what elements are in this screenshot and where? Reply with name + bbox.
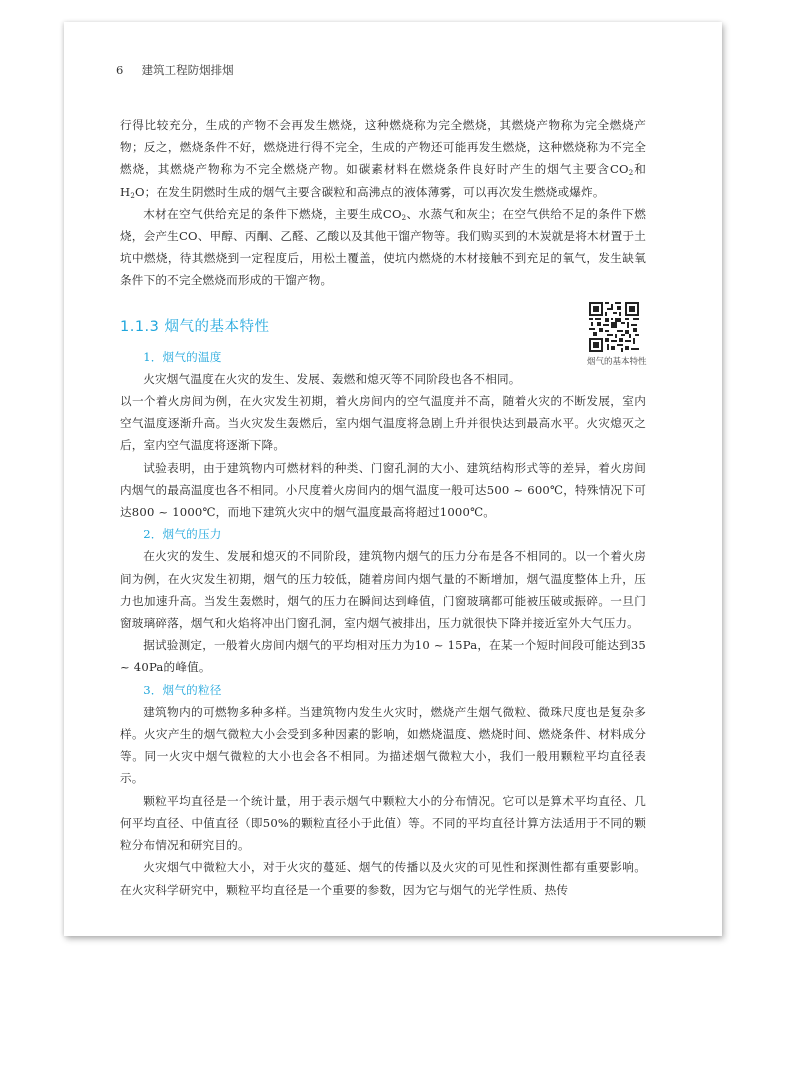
section-heading: 1.1.3 烟气的基本特性 [120, 318, 270, 335]
paragraph: 建筑物内的可燃物多种多样。当建筑物内发生火灾时，燃烧产生烟气微粒、微珠尺度也是复杂多样。火灾产生的烟气微粒大小会受到多种因素的影响，如燃烧温度、燃烧时间、燃烧条件、材料成分等。同一火灾中烟气微粒的大小也会各不相同。为描述烟气微粒大小，我们一般用颗粒平均直径表示。 [120, 704, 646, 786]
paragraph: 火灾烟气温度在火灾的发生、发展、轰燃和熄灭等不同阶段也各不相同。 [143, 371, 521, 386]
book-title: 建筑工程防烟排烟 [141, 63, 234, 77]
paragraph: 据试验测定，一般着火房间内烟气的平均相对压力为10 ~ 15Pa，在某一个短时间段可能达到35 ~ 40Pa的峰值。 [120, 638, 646, 675]
paragraph: 火灾烟气中微粒大小，对于火灾的蔓延、烟气的传播以及火灾的可见性和探测性都有重要影响。在火灾科学研究中，颗粒平均直径是一个重要的参数，因为它与烟气的光学性质、热传 [120, 860, 646, 897]
book-page [64, 22, 722, 936]
subsection-title-particle-size: 3．烟气的粒径 [143, 682, 222, 697]
subsection-title-pressure: 2．烟气的压力 [143, 527, 222, 542]
paragraph-wood: 木材在空气供给充足的条件下燃烧，主要生成$CO_2$、水蒸气和灰尘；在空气供给不足的条件下燃烧，会产生CO、甲醇、丙酮、乙醛、乙酸以及其他干馏产物等。我们购买到的木炭就是将木材置于土坑中燃烧，待其燃烧到一定程度后，用松土覆盖，使坑内燃烧的木材接触不到充足的氧气，发生缺氧条件下的不完全燃烧而形成的干馏产物。 [120, 206, 646, 288]
qr-code-block[interactable] [587, 302, 647, 367]
paragraph-combustion: 行得比较充分，生成的产物不会再发生燃烧，这种燃烧称为完全燃烧，其燃烧产物称为完全燃烧产物；反之，燃烧条件不好，燃烧进行得不完全，生成的产物还可能再发生燃烧，这种燃烧称为不完全燃烧，其燃烧产物称为不完全燃烧产物。如碳素材料在燃烧条件良好时产生的烟气主要含$CO_2$和$H_2O$；在发生阴燃时生成的烟气主要含碳粒和高沸点的液体薄雾，可以再次发生燃烧或爆炸。 [120, 118, 646, 200]
paragraph: 试验表明，由于建筑物内可燃材料的种类、门窗孔洞的大小、建筑结构形式等的差异，着火房间内烟气的最高温度也各不相同。小尺度着火房间内的烟气温度一般可达500 ~ 600℃，特殊情况下可达800 ~ 1000℃，而地下建筑火灾中的烟气温度最高将超过1000℃。 [120, 460, 646, 520]
subsection-title-temperature: 1．烟气的温度 [143, 349, 222, 364]
qr-caption: 烟气的基本特性 [587, 357, 647, 367]
body-text [120, 114, 646, 901]
paragraph: 在火灾的发生、发展和熄灭的不同阶段，建筑物内烟气的压力分布是各不相同的。以一个着火房间为例，在火灾发生初期，烟气的压力较低，随着房间内烟气量的不断增加，烟气温度整体上升，压力也加速升高。当发生轰燃时，烟气的压力在瞬间达到峰值，门窗玻璃都可能被压破或振碎。一旦门窗玻璃碎落，烟气和火焰将冲出门窗孔洞，室内烟气被排出，压力就很快下降并接近室外大气压力。 [120, 549, 646, 631]
running-head [116, 62, 234, 78]
page-number: 6 [116, 63, 124, 77]
paragraph: 以一个着火房间为例，在火灾发生初期，着火房间内的空气温度并不高，随着火灾的不断发展，室内空气温度逐渐升高。当火灾发生轰燃后，室内烟气温度将急剧上升并很快达到最高水平。火灾熄灭之后，室内空气温度将逐渐下降。 [120, 394, 646, 453]
paragraph: 颗粒平均直径是一个统计量，用于表示烟气中颗粒大小的分布情况。它可以是算术平均直径、几何平均直径、中值直径（即50%的颗粒直径小于此值）等。不同的平均直径计算方法适用于不同的颗粒分布情况和研究目的。 [120, 793, 646, 853]
qr-code-icon[interactable] [589, 302, 639, 352]
